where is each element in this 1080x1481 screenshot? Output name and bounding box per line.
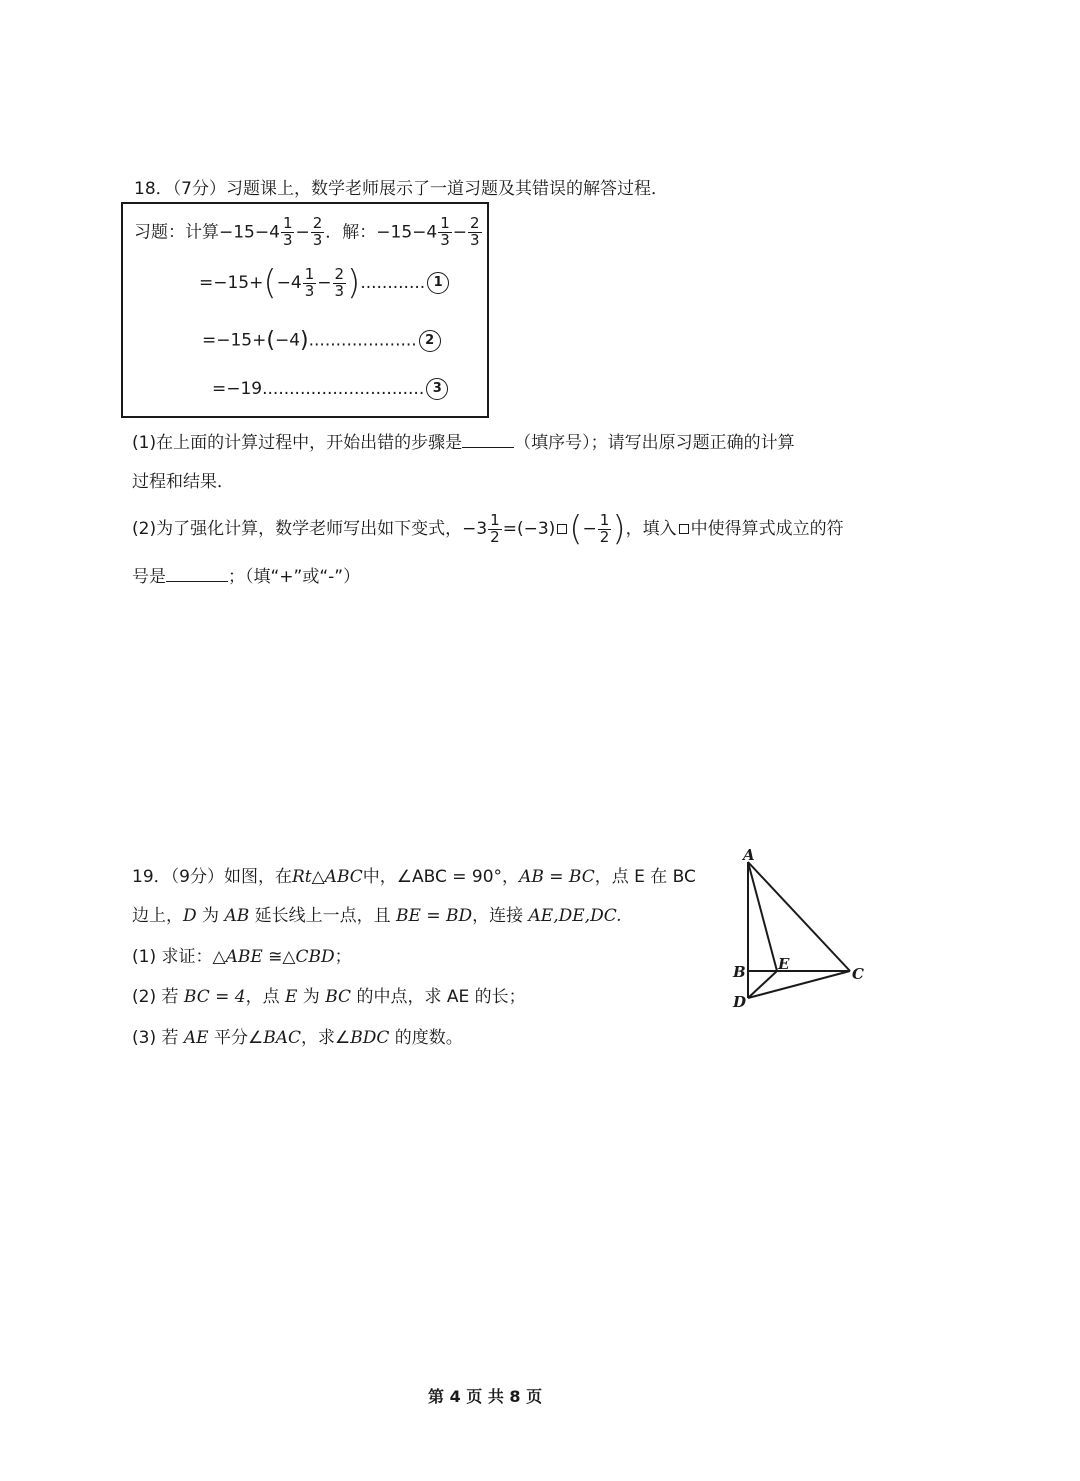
fraction-one-half: $\frac{1}{2}$ xyxy=(490,510,500,546)
label-d: D xyxy=(733,993,747,1011)
step-1-marker: 1 xyxy=(427,272,449,294)
q19-part-1: (1) 求证：△ABE ≅△CBD； xyxy=(132,947,352,967)
fraction-two-thirds: $\frac{2}{3}$ xyxy=(312,214,323,249)
triangle-figure xyxy=(725,840,875,1015)
q19-part-3: (3) 若 AE 平分∠BAC，求∠BDC 的度数。 xyxy=(132,1028,463,1048)
q18-part-1: (1)在上面的计算过程中，开始出错的步骤是 （填序号）；请写出原习题正确的计算 xyxy=(132,433,795,453)
label-b: B xyxy=(733,963,746,981)
q18-part-2-cont: 号是 ；（填“+”或“-”） xyxy=(132,567,361,587)
q18-part-1-cont: 过程和结果． xyxy=(132,472,234,492)
answer-blank-2 xyxy=(166,580,228,582)
label-c: C xyxy=(852,965,864,983)
label-a: A xyxy=(743,846,755,864)
q19-line-1: 19．（9分）如图，在Rt△ABC中，∠ABC = 90°，AB = BC，点 E 在 BC xyxy=(132,867,696,887)
q18-step-1: =−15+(−4 $\frac{1}{3}$ − $\frac{2}{3}$ )............ 1 xyxy=(199,266,449,300)
blank-box-icon xyxy=(557,524,567,534)
q18-problem-line: 习题：计算−15−4 $\frac{1}{3}$ − $\frac{2}{3}$ ．解：−15−4 $\frac{1}{3}$ − $\frac{2}{3}$ xyxy=(134,214,480,249)
step-2-marker: 2 xyxy=(419,330,441,352)
label-e: E xyxy=(778,955,790,973)
answer-blank-1 xyxy=(462,446,514,448)
q18-header: 18．（7分）习题课上，数学老师展示了一道习题及其错误的解答过程． xyxy=(134,179,668,199)
blank-box-icon xyxy=(679,524,689,534)
page-footer: 第 4 页 共 8 页 xyxy=(428,1387,543,1406)
step-3-marker: 3 xyxy=(426,378,448,400)
q18-part-2: (2)为了强化计算，数学老师写出如下变式，−3 $\frac{1}{2}$ =(−3) (− $\frac{1}{2}$ )，填入 中使得算式成立的符 xyxy=(132,509,844,549)
q19-line-2: 边上，D 为 AB 延长线上一点，且 BE = BD，连接 AE,DE,DC. xyxy=(132,906,622,926)
fraction-one-third: $\frac{1}{3}$ xyxy=(282,214,293,249)
q19-part-2: (2) 若 BC = 4，点 E 为 BC 的中点，求 AE 的长； xyxy=(132,987,526,1007)
q18-step-3: =−19.............................. 3 xyxy=(212,378,448,400)
q18-step-2: =−15+(−4).................... 2 xyxy=(202,328,441,353)
